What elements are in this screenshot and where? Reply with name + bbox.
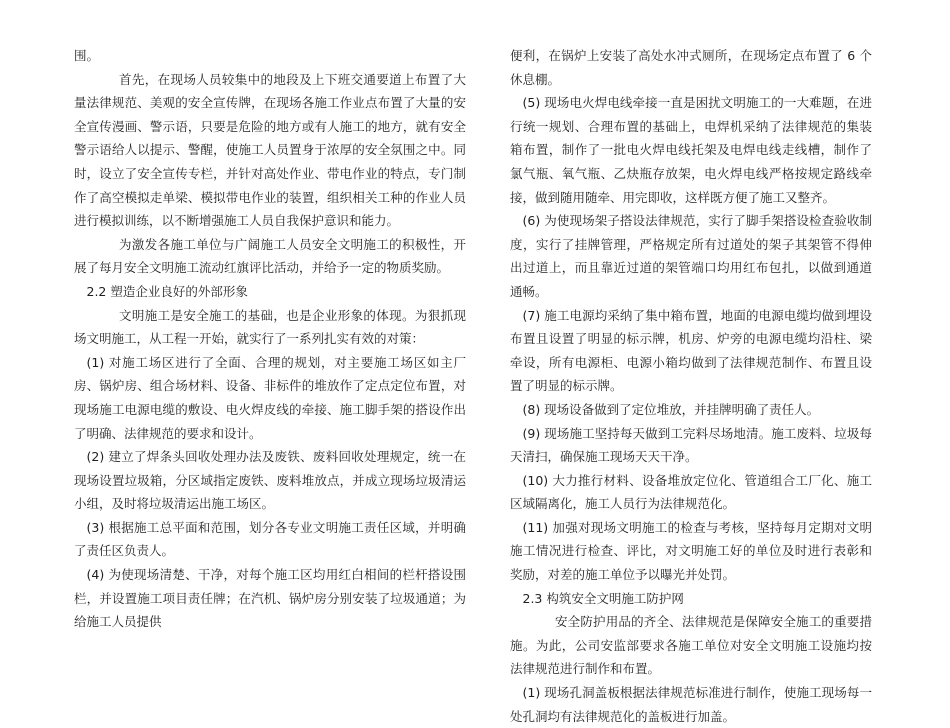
list-item: (11) 加强对现场文明施工的检查与考核，坚持每月定期对文明施工情况进行检查、评比，对文明施工好的单位及时进行表彰和奖励，对差的施工单位予以曝光并处罚。 [510, 519, 872, 583]
section-heading: 2.3 构筑安全文明施工防护网 [522, 590, 684, 606]
paragraph: 便利，在锅炉上安装了高处水冲式厕所，在现场定点布置了 6 个休息棚。 [510, 48, 872, 87]
list-item: (5) 现场电火焊电线牵接一直是困扰文明施工的一大难题，在进行统一规划、合理布置的基础上，电焊机采纳了法律规范的集装箱布置，制作了一批电火焊电线托架及电焊电线走线槽，制作了氯气瓶、氧气瓶、乙炔瓶存放架，电火焊电线严格按规定路线牵接，做到随用随牵、用完即收，这样既方便了施工又整齐。 [510, 95, 872, 205]
paragraph: 安全防护用品的齐全、法律规范是保障安全施工的重要措施。为此，公司安监部要求各施工单位对安全文明施工设施均按法律规范进行制作和布置。 [510, 614, 872, 677]
list-item: (1) 对施工场区进行了全面、合理的规划，对主要施工场区如主厂房、锅炉房、组合场材料、设备、非标件的堆放作了定点定位布置，对现场施工电源电缆的敷设、电火焊皮线的牵接、施工脚手架的搭设作出了明确、法律规范的要求和设计。 [74, 354, 466, 441]
paragraph: 文明施工是安全施工的基础，也是企业形象的体现。为狠抓现场文明施工，从工程一开始，就实行了一系列扎实有效的对策： [74, 307, 466, 347]
list-item: (8) 现场设备做到了定位堆放，并挂牌明确了责任人。 [522, 401, 820, 417]
right-text-column [510, 44, 872, 728]
list-item: (2) 建立了焊条头回收处理办法及废铁、废料回收处理规定，统一在现场设置垃圾箱，分区域指定废铁、废料堆放点，并成立现场垃圾清运小组，及时将垃圾清运出施工场区。 [74, 449, 466, 512]
list-item: (4) 为使现场清楚、干净，对每个施工区均用红白相间的栏杆搭设围栏，并设置施工项目责任牌；在汽机、锅炉房分别安装了垃圾通道；为给施工人员提供 [74, 567, 466, 630]
list-item: (6) 为使现场架子搭设法律规范，实行了脚手架搭设检查验收制度，实行了挂牌管理，严格规定所有过道处的架子其架管不得伸出过道上，而且靠近过道的架管端口均用红布包扎，以做到通道通畅。 [510, 213, 872, 299]
paragraph: 首先，在现场人员较集中的地段及上下班交通要道上布置了大量法律规范、美观的安全宣传牌，在现场各施工作业点布置了大量的安全宣传漫画、警示语，只要是危险的地方或有人施工的地方，就有安全警示语给人以提示、警醒，使施工人员置身于浓厚的安全氛围之中。同时，设立了安全宣传专栏，并针对高处作业、带电作业的特点，专门制作了高空模拟走单梁、模拟带电作业的装置，组织相关工种的作业人员进行模拟训练，以不断增强施工人员自我保护意识和能力。 [74, 71, 466, 229]
list-item: (9) 现场施工坚持每天做到工完料尽场地清。施工废料、垃圾每天清扫，确保施工现场天天干净。 [510, 425, 872, 465]
list-item: (10) 大力推行材料、设备堆放定位化、管道组合工厂化、施工区域隔离化，施工人员行为法律规范化。 [510, 472, 872, 512]
paragraph: 围。 [74, 48, 100, 63]
list-item: (1) 现场孔洞盖板根据法律规范标准进行制作，使施工现场每一处孔洞均有法律规范化的盖板进行加盖。 [510, 685, 872, 724]
list-item: (3) 根据施工总平面和范围，划分各专业文明施工责任区域，并明确了责任区负责人。 [74, 519, 466, 559]
left-text-column [74, 44, 466, 634]
paragraph: 为激发各施工单位与广阔施工人员安全文明施工的积极性，开展了每月安全文明施工流动红旗评比活动，并给予一定的物质奖励。 [74, 236, 466, 276]
list-item: (7) 施工电源均采纳了集中箱布置，地面的电源电缆均做到埋设布置且设置了明显的标示牌，机房、炉旁的电源电缆均沿柱、梁牵设，所有电源柜、电源小箱均做到了法律规范制作、布置且设置了明显的标示牌。 [510, 307, 872, 394]
section-heading: 2.2 塑造企业良好的外部形象 [86, 283, 248, 299]
